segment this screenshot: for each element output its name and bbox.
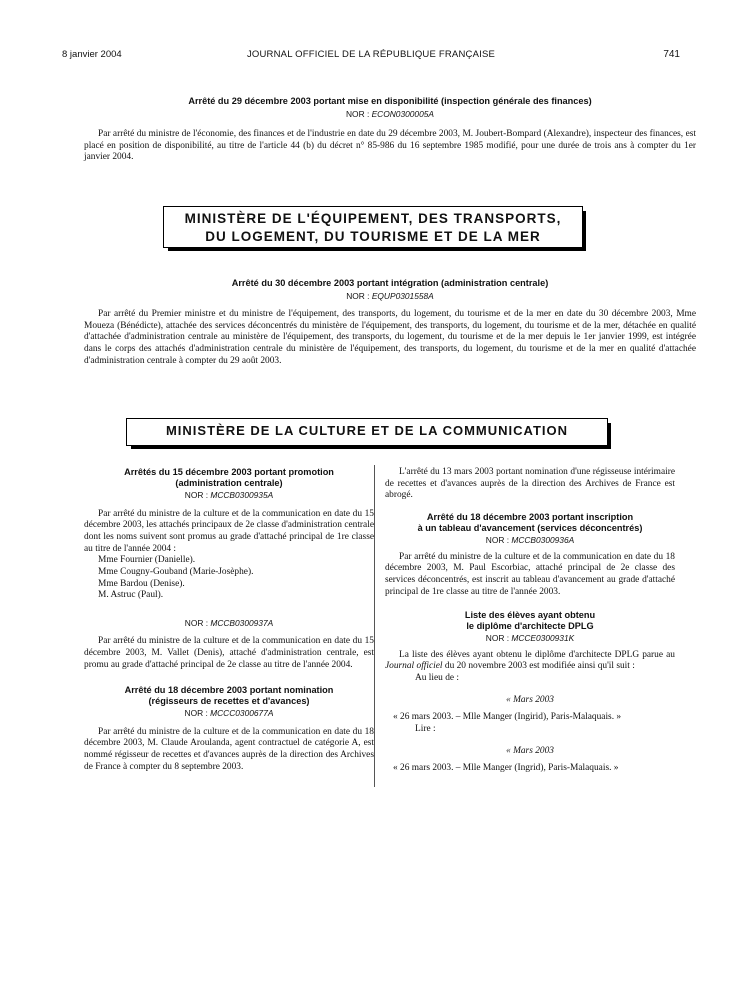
journal-title: JOURNAL OFFICIEL DE LA RÉPUBLIQUE FRANÇAISE	[246, 49, 496, 60]
article-liste-eleves	[385, 610, 675, 775]
nor-reference: NOR : MCCB0300937A	[184, 617, 274, 628]
promoted-names-list	[84, 555, 374, 602]
quote-line-original: « 26 mars 2003. – Mlle Manger (Ingirid), Paris-Malaquais. »	[393, 712, 622, 723]
nor-reference: NOR : EQUP0301558A	[346, 290, 434, 301]
nor-reference: NOR : MCCB0300936A	[485, 535, 575, 546]
nor-reference: NOR : MCCC0300677A	[184, 708, 274, 719]
article-body: Par arrêté du ministre de la culture et de la communication en date du 18 décembre 2003, M. Paul Escorbiac, attaché principal de 2e classe des services déconcentrés, est inscrit au tableau d'avancement au grade d'attaché principal de 1re classe au titre de l'année 2003.	[385, 551, 675, 597]
article-body: La liste des élèves ayant obtenu le diplôme d'architecte DPLG parue au Journal officiel du 20 novembre 2003 est modifiée ainsi qu'il suit :	[385, 649, 675, 672]
article-continuation: L'arrêté du 13 mars 2003 portant nomination d'une régisseuse intérimaire de recettes et d'avances auprès de la direction des Archives de France est abrogé.	[385, 467, 675, 501]
right-column	[385, 467, 675, 775]
article-inscription	[385, 512, 675, 598]
article-body: Par arrêté du Premier ministre et du ministre de l'équipement, des transports, du logement, du tourisme et de la mer en date du 30 décembre 2003, Mme Moueza (Bénédicte), attachée des services déconcentrés du ministère de l'équipement, des transports, du logement, du tourisme et de la mer, détachée en qualité d'attachée d'administration centrale au ministère de l'équipement, des transports, du logement, du tourisme et de la mer depuis le 1er janvier 1999, est intégrée dans le corps des attachés d'administration centrale du ministère de l'équipement, des transports, du logement, du tourisme et de la mer en qualité d'attachée d'administration centrale à compter du 29 août 2003.	[84, 309, 696, 366]
article-title: Arrêté du 18 décembre 2003 portant nomination (régisseurs de recettes et d'avances)	[124, 685, 334, 706]
quote-heading: « Mars 2003	[506, 745, 554, 756]
article-title: Arrêtés du 15 décembre 2003 portant promotion (administration centrale)	[124, 467, 334, 488]
article-title: Arrêté du 18 décembre 2003 portant inscription à un tableau d'avancement (services déconcentrés)	[417, 511, 643, 533]
ministry-heading-culture: MINISTÈRE DE LA CULTURE ET DE LA COMMUNICATION	[126, 418, 608, 446]
nor-reference: NOR : MCCE0300931K	[485, 633, 575, 644]
article-body: Par arrêté du ministre de la culture et de la communication en date du 15 décembre 2003, les attachés principaux de 2e classe d'administration centrale dont les noms suivent sont promus au grade d'attaché principal de 1re classe au titre de l'année 2004 :	[84, 508, 374, 554]
nor-reference: NOR : MCCB0300935A	[184, 490, 274, 501]
article-title: Arrêté du 30 décembre 2003 portant intégration (administration centrale)	[231, 278, 549, 288]
article-promotion	[84, 467, 374, 671]
lire-label: Lire :	[415, 724, 436, 735]
article-body: Par arrêté du ministre de la culture et de la communication en date du 18 décembre 2003, M. Claude Aroulanda, agent contractuel de catégorie A, est nommé régisseur de recettes et d'avances auprès de la direction des Archives de France à compter du 8 septembre 2003.	[84, 726, 374, 772]
left-column	[84, 467, 374, 773]
article-integration	[84, 278, 696, 367]
au-lieu-de-label: Au lieu de :	[415, 673, 460, 684]
article-disponibilite	[84, 96, 696, 164]
quote-heading: « Mars 2003	[506, 694, 554, 705]
page-number: 741	[663, 49, 680, 60]
page-header	[62, 49, 680, 63]
article-body: Par arrêté du ministre de la culture et de la communication en date du 15 décembre 2003, M. Vallet (Denis), attaché d'administration centrale, est promu au grade d'attaché principal de 2e classe au titre de l'année 2004.	[84, 636, 374, 670]
list-item: M. Astruc (Paul).	[98, 590, 164, 601]
column-divider	[374, 465, 375, 787]
ministry-line-1: MINISTÈRE DE L'ÉQUIPEMENT, DES TRANSPORTS,	[184, 211, 562, 226]
header-date: 8 janvier 2004	[62, 49, 122, 60]
list-item: Mme Cougny-Gouband (Marie-Josèphe).	[98, 566, 254, 577]
article-body: Par arrêté du ministre de l'économie, des finances et de l'industrie en date du 29 décembre 2003, M. Joubert-Bompard (Alexandre), inspecteur des finances, est placé en position de disponibilité, au titre de l'article 44 (b) du décret n° 85-986 du 16 septembre 1985 modifié, pour une durée de trois ans à compter du 1er janvier 2004.	[84, 129, 696, 163]
quote-line-corrected: « 26 mars 2003. – Mlle Manger (Ingrid), Paris-Malaquais. »	[393, 763, 619, 774]
article-title: Arrêté du 29 décembre 2003 portant mise en disponibilité (inspection générale des finances)	[188, 96, 592, 106]
list-item: Mme Fournier (Danielle).	[98, 555, 196, 566]
article-title: Liste des élèves ayant obtenu le diplôme d'architecte DPLG	[464, 610, 596, 631]
article-nomination	[84, 685, 374, 773]
ministry-line-2: DU LOGEMENT, DU TOURISME ET DE LA MER	[205, 229, 541, 244]
ministry-heading-equipement	[163, 206, 583, 248]
nor-reference: NOR : ECON0300005A	[346, 108, 434, 119]
list-item: Mme Bardou (Denise).	[98, 578, 185, 589]
